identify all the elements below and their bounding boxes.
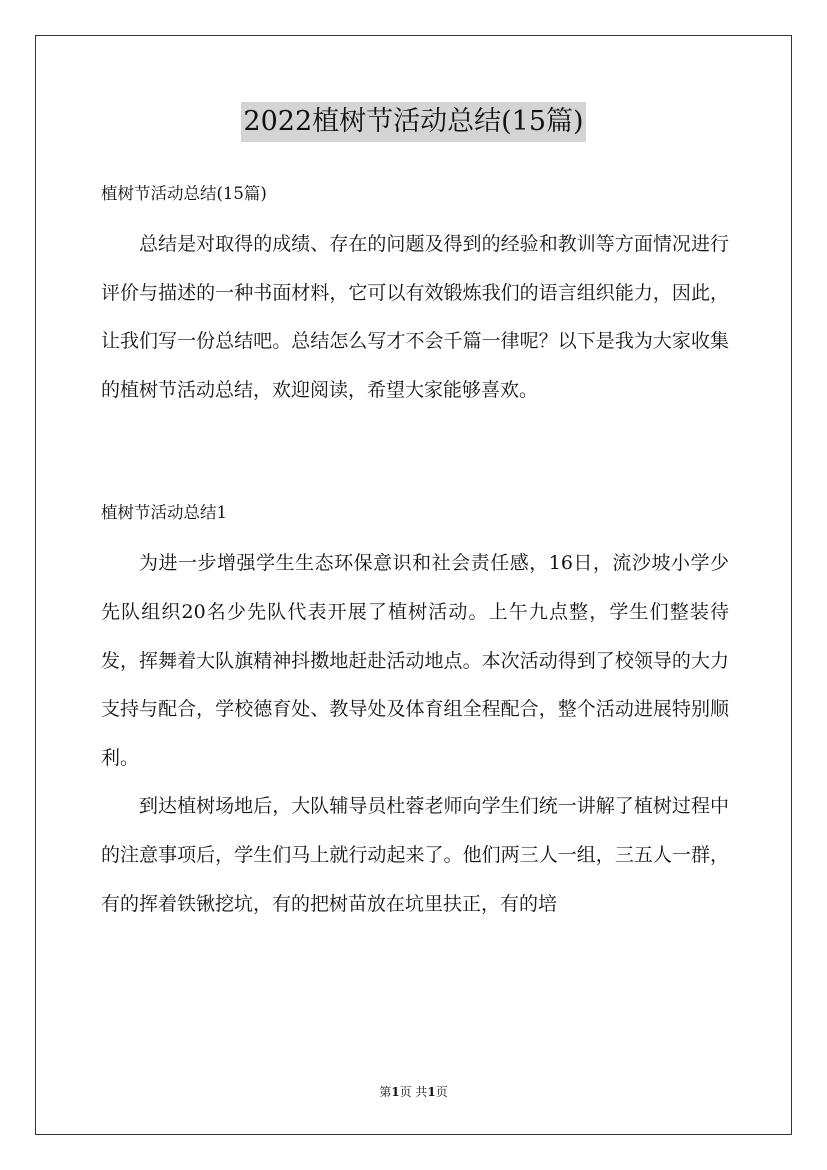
page-label-prefix: 第 [379, 1085, 392, 1099]
page-current: 1 [391, 1085, 400, 1099]
document-title: 2022植树节活动总结(15篇) [241, 102, 585, 142]
section-paragraph: 到达植树场地后，大队辅导员杜蓉老师向学生们统一讲解了植树过程中的注意事项后，学生们马上就行动起来了。他们两三人一组，三五人一群，有的挥着铁锹挖坑，有的把树苗放在坑里扶正，有的培 [101, 795, 729, 915]
section-gap [101, 414, 729, 487]
intro-paragraph: 总结是对取得的成绩、存在的问题及得到的经验和教训等方面情况进行评价与描述的一种书面材料，它可以有效锻炼我们的语言组织能力，因此，让我们写一份总结吧。总结怎么写才不会千篇一律呢？以下是我为大家收集的植树节活动总结，欢迎阅读，希望大家能够喜欢。 [101, 233, 729, 401]
page-total: 1 [427, 1085, 436, 1099]
page-label-suffix: 页 [435, 1085, 448, 1099]
title-container [0, 102, 827, 142]
section-paragraph: 为进一步增强学生生态环保意识和社会责任感，16日，流沙坡小学少先队组织20名少先队代表开展了植树活动。上午九点整，学生们整装待发，挥舞着大队旗精神抖擞地赶赴活动地点。本次活动得到了校领导的大力支持与配合，学校德育处、教导处及体育组全程配合，整个活动进展特别顺利。 [101, 552, 729, 769]
page-footer [0, 1083, 827, 1101]
section-heading: 植树节活动总结1 [101, 503, 227, 523]
subtitle: 植树节活动总结(15篇) [101, 184, 267, 203]
document-body [101, 168, 729, 928]
page-label-mid: 页 共 [399, 1085, 428, 1099]
